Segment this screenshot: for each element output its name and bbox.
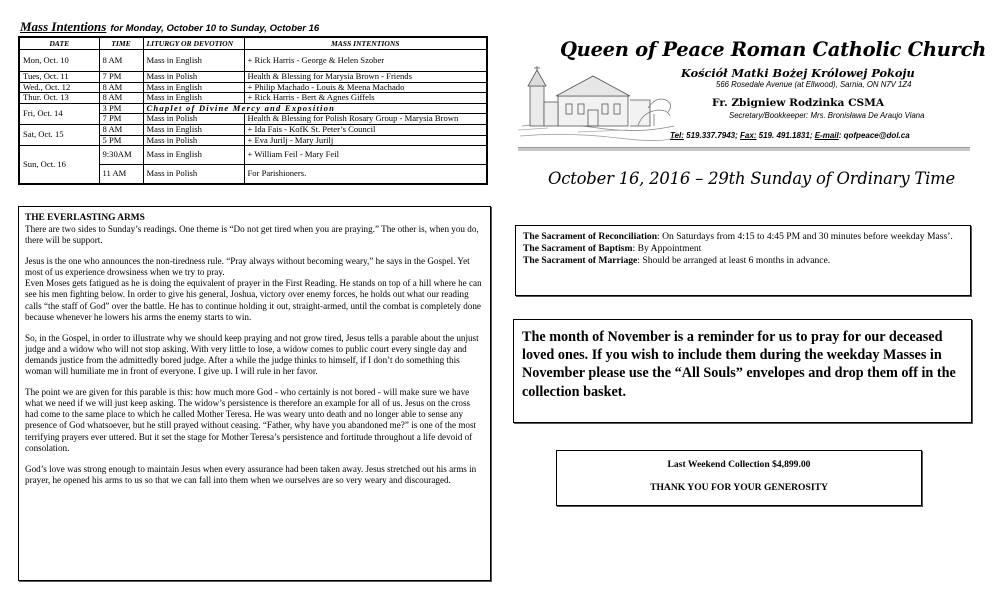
sacrament-baptism [523, 243, 963, 255]
priest-name: Fr. Zbigniew Rodzinka CSMA [712, 97, 885, 109]
row-time: 8 AM [99, 50, 143, 72]
mass-intentions-title [20, 18, 319, 36]
row-date: Fri, Oct. 14 [19, 103, 99, 124]
tel-label: Tel: [670, 131, 684, 140]
row-time: 9:30AM [99, 146, 143, 165]
row-intention: Health & Blessing for Polish Rosary Group - Marysia Brown [244, 114, 487, 125]
mass-intentions-table [18, 36, 488, 185]
table-row [19, 50, 487, 72]
fax-value: 519. 491.1831; [756, 131, 815, 140]
row-time: 8 AM [99, 93, 143, 104]
row-date: Wed., Oct. 12 [19, 82, 99, 93]
email-label: E-mail [814, 131, 839, 140]
row-liturgy: Mass in Polish [143, 135, 244, 146]
row-intention: + Ida Fais - KofK St. Peter’s Council [244, 124, 487, 135]
row-time: 8 AM [99, 82, 143, 93]
reflection-paragraph: God’s love was strong enough to maintain Jesus when every assurance had been taken away. Jesus stretched out his arms in prayer, he opened his arms to us so that we can fall into them when we ourselves are so very weary and discouraged. [25, 463, 477, 485]
baptism-label: The Sacrament of Baptism [523, 243, 633, 254]
table-row [19, 124, 487, 135]
reflection-box [18, 206, 491, 581]
row-intention: Health & Blessing for Marysia Brown - Friends [244, 72, 487, 83]
mass-intentions-heading: Mass Intentions [20, 19, 107, 34]
header-intentions: MASS INTENTIONS [244, 37, 487, 50]
row-date: Mon, Oct. 10 [19, 50, 99, 72]
collection-amount: Last Weekend Collection $4,899.00 [667, 459, 811, 470]
tel-value: 519.337.7943; [683, 131, 740, 140]
table-row [19, 82, 487, 93]
row-intention: + Rick Harris - Bert & Agnes Giffels [244, 93, 487, 104]
row-chaplet: Chaplet of Divine Mercy and Exposition [143, 103, 487, 114]
row-intention: For Parishioners. [244, 165, 487, 184]
sunday-title: October 16, 2016 – 29th Sunday of Ordinary Time [548, 169, 956, 188]
row-date: Tues, Oct. 11 [19, 72, 99, 83]
collection-box [556, 450, 922, 506]
fax-label: Fax: [739, 131, 757, 140]
church-building-icon [518, 66, 678, 146]
table-row [19, 93, 487, 104]
row-liturgy: Mass in English [143, 124, 244, 135]
header-liturgy: LITURGY OR DEVOTION [143, 37, 244, 50]
row-date: Sat, Oct. 15 [19, 124, 99, 145]
table-header-row [19, 37, 487, 50]
row-liturgy: Mass in English [143, 50, 244, 72]
row-intention: + William Feil - Mary Feil [244, 146, 487, 165]
reflection-paragraph: Even Moses gets fatigued as he is doing the equivalent of prayer in the First Reading. He stands on top of a hill where he can see his men fighting below. In order to give his general, Joshua, victory over enemy forces, he holds out what our reading calls “the staff of God” over the battle. He has to continue holding it out, straight-armed, until the combat is completely done because whenever he lowers his arms the enemy starts to win. [25, 278, 482, 322]
row-date: Sun, Oct. 16 [19, 146, 99, 184]
sacrament-reconciliation [523, 231, 963, 243]
header-time: TIME [99, 37, 143, 50]
table-row [19, 146, 487, 165]
table-row [19, 72, 487, 83]
mass-intentions-range: for Monday, October 10 to Sunday, October 16 [110, 23, 320, 34]
row-intention: + Eva Jurilj - Mary Jurilj [244, 135, 487, 146]
email-value: : qofpeace@dol.ca [838, 131, 910, 140]
sacrament-marriage [523, 255, 963, 267]
row-time: 7 PM [99, 72, 143, 83]
marriage-label: The Sacrament of Marriage [523, 255, 638, 266]
row-time: 3 PM [99, 103, 143, 114]
row-liturgy: Mass in Polish [143, 114, 244, 125]
reflection-paragraph: So, in the Gospel, in order to illustrate why we should keep praying and not grow tired, Jesus tells a parable about the unjust judge and a widow who will not stop asking. With very little to lose, a widow comes to public court every single day and demands justice from the admittedly bored judge. After a while the judge thinks to himself, if I don’t do something this woman will humiliate me in front of everyone. I give up. I will rule in her favor. [25, 332, 479, 377]
row-liturgy: Mass in English [143, 146, 244, 165]
contact-line [670, 131, 910, 140]
row-liturgy: Mass in English [143, 93, 244, 104]
reconciliation-text: : On Saturdays from 4:15 to 4:45 PM and 30 minutes before weekday Mass’. [657, 231, 953, 242]
polish-church-name: Kościół Matki Bożej Królowej Pokoju [681, 66, 915, 80]
reconciliation-label: The Sacrament of Reconciliation [523, 231, 658, 242]
row-intention: + Philip Machado - Louis & Meena Machado [244, 82, 487, 93]
table-row [19, 103, 487, 114]
row-intention: + Rick Harris - George & Helen Szober [244, 50, 487, 72]
sacraments-box [515, 225, 971, 296]
row-liturgy: Mass in English [143, 82, 244, 93]
church-address: 566 Rosedale Avenue (at Ellwood), Sarnia, ON N7V 1Z4 [716, 80, 912, 89]
row-time: 11 AM [99, 165, 143, 184]
row-time: 8 AM [99, 124, 143, 135]
secretary-name: Secretary/Bookkeeper: Mrs. Bronisława De Araujo Viana [729, 111, 925, 120]
row-time: 5 PM [99, 135, 143, 146]
row-time: 7 PM [99, 114, 143, 125]
marriage-text: : Should be arranged at least 6 months in advance. [637, 255, 831, 266]
reflection-title: THE EVERLASTING ARMS [25, 213, 145, 223]
row-date: Thur. Oct. 13 [19, 93, 99, 104]
row-liturgy: Mass in Polish [143, 165, 244, 184]
header-date: DATE [19, 37, 99, 50]
baptism-text: : By Appointment [632, 243, 702, 254]
row-liturgy: Mass in Polish [143, 72, 244, 83]
header-divider [518, 147, 970, 151]
church-name: Queen of Peace Roman Catholic Church [560, 38, 987, 61]
reflection-paragraph: There are two sides to Sunday’s readings. One theme is “Do not get tired when you are praying.” The other is, when you do, there will be support. [25, 224, 479, 246]
november-notice: The month of November is a reminder for us to pray for our deceased loved ones. If you wish to include them during the weekday Masses in November please use the “All Souls” envelopes and drop them off in the collection basket. [513, 319, 972, 423]
reflection-paragraph: Jesus is the one who announces the non-tiredness rule. “Pray always without becoming weary,” he says in the Gospel. Yet most of us experience drowsiness when we try to pray. [25, 256, 470, 278]
reflection-paragraph: The point we are given for this parable is this: how much more God - who certainly is not bored - will make sure we have what we need if we will just keep asking. The widow’s persistence is therefore an example for all of us. Jesus on the cross had come to the same place to which he called Mother Teresa. He was weary unto death and no longer able to sense any presence of God whatsoever, but he still prayed without ceasing. “Father, why have you abandoned me?” is one of the most terrifying prayers ever uttered. But it set the stage for Mother Teresa’s persistence and fortitude throughout a life devoid of consolation. [25, 387, 477, 453]
collection-thanks: THANK YOU FOR YOUR GENEROSITY [650, 482, 828, 493]
